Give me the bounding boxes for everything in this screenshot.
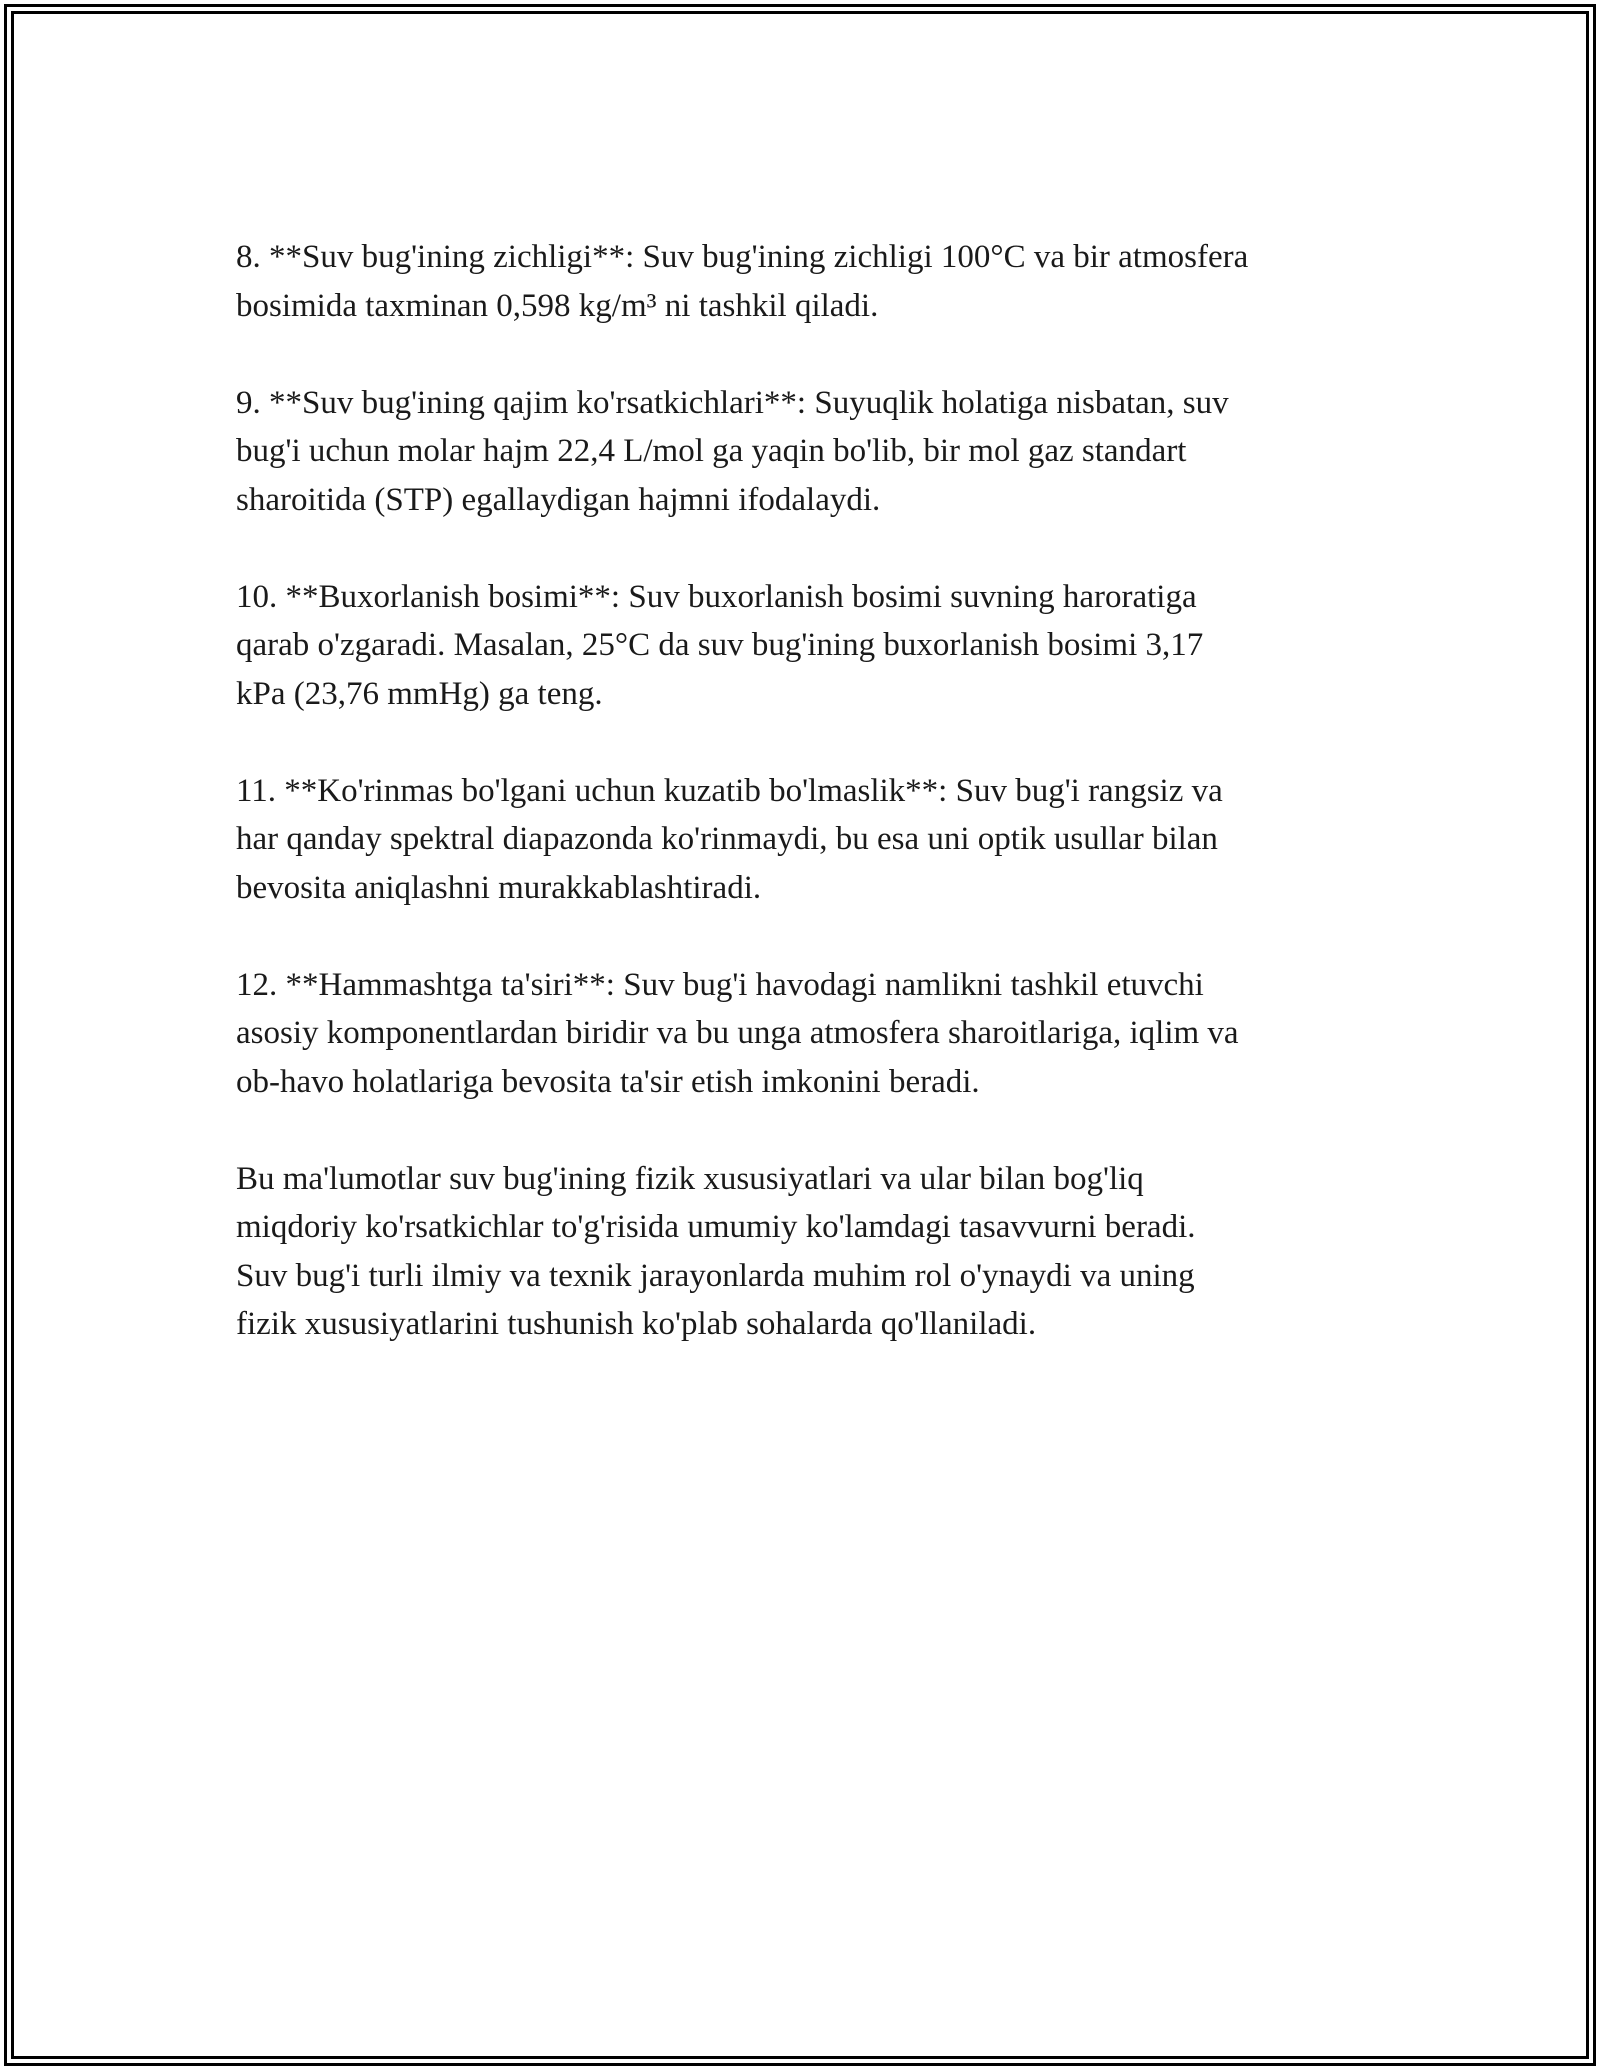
- paragraph-item-12: 12. **Hammashtga ta'siri**: Suv bug'i havodagi namlikni tashkil etuvchi asosiy komponentlardan biridir va bu unga atmosfera sharoitlariga, iqlim va ob-havo holatlariga bevosita ta'sir etish imkonini beradi.: [236, 966, 1239, 1100]
- paragraph-item-10: 10. **Buxorlanish bosimi**: Suv buxorlanish bosimi suvning haroratiga qarab o'zgaradi. Masalan, 25°C da suv bug'ining buxorlanish bosimi 3,17 kPa (23,76 mmHg) ga teng.: [236, 578, 1204, 712]
- paragraph-item-9: 9. **Suv bug'ining qajim ko'rsatkichlari**: Suyuqlik holatiga nisbatan, suv bug'i uchun molar hajm 22,4 L/mol ga yaqin bo'lib, bir mol gaz standart sharoitida (STP) egallaydigan hajmni ifodalaydi.: [236, 384, 1229, 518]
- document-body: [236, 233, 1376, 1349]
- paragraph-item-8: 8. **Suv bug'ining zichligi**: Suv bug'ining zichligi 100°C va bir atmosfera bosimida taxminan 0,598 kg/m³ ni tashkil qiladi.: [236, 239, 1249, 324]
- paragraph-item-11: 11. **Ko'rinmas bo'lgani uchun kuzatib bo'lmaslik**: Suv bug'i rangsiz va har qanday spektral diapazonda ko'rinmaydi, bu esa uni optik usullar bilan bevosita aniqlashni murakkablashtiradi.: [236, 772, 1223, 906]
- paragraph-summary: Bu ma'lumotlar suv bug'ining fizik xususiyatlari va ular bilan bog'liq miqdoriy ko'rsatkichlar to'g'risida umumiy ko'lamdagi tasavvurni beradi. Suv bug'i turli ilmiy va texnik jarayonlarda muhim rol o'ynaydi va uning fizik xususiyatlarini tushunish ko'plab sohalarda qo'llaniladi.: [236, 1160, 1196, 1342]
